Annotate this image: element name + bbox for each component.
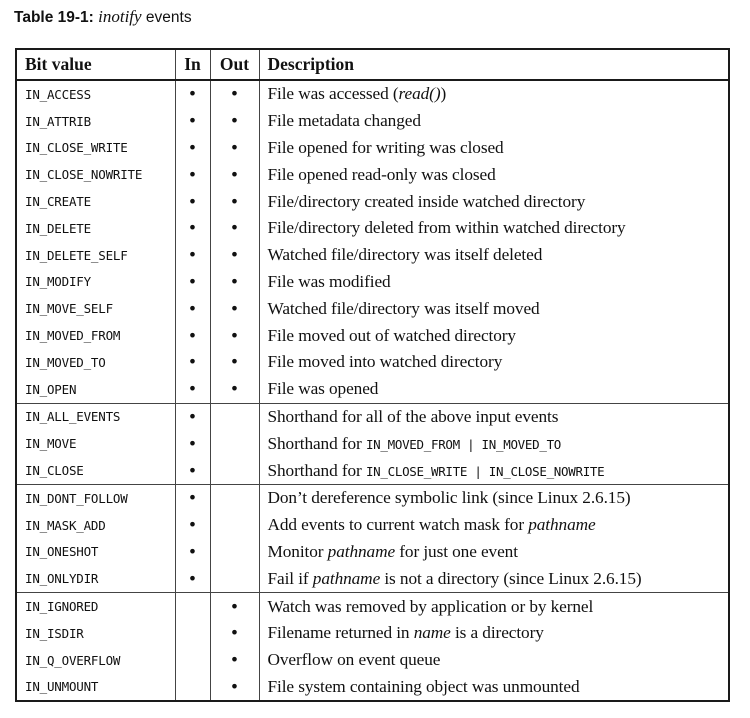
out-mark-cell xyxy=(210,108,259,135)
description-cell xyxy=(259,161,729,188)
table-row xyxy=(16,376,729,403)
description-italic: pathname xyxy=(327,541,396,561)
description-text: Add events to current watch mask for xyxy=(267,515,529,535)
header-in: In xyxy=(175,49,210,80)
description-text: for just one event xyxy=(395,541,518,561)
description-text: ) xyxy=(440,84,447,104)
bullet-mark: • xyxy=(229,379,240,399)
table-row xyxy=(16,593,729,620)
bit-value-cell: IN_MASK_ADD xyxy=(16,512,175,539)
description-text: Don’t dereference symbolic link (since Linux 2.6.15) xyxy=(267,488,631,508)
bit-value-cell: IN_DELETE_SELF xyxy=(16,242,175,269)
header-out: Out xyxy=(210,49,259,80)
bit-value-cell: IN_CLOSE_NOWRITE xyxy=(16,161,175,188)
description-cell xyxy=(259,135,729,162)
bullet-mark: • xyxy=(187,191,198,211)
bullet-mark: • xyxy=(187,218,198,238)
bullet-mark: • xyxy=(187,488,198,508)
table-row xyxy=(16,403,729,430)
description-cell xyxy=(259,512,729,539)
description-italic: name xyxy=(413,623,451,643)
caption-italic: inotify xyxy=(98,7,142,26)
description-text: is a directory xyxy=(450,623,544,643)
caption-rest: events xyxy=(141,9,192,26)
out-mark-cell xyxy=(210,539,259,566)
out-mark-cell xyxy=(210,188,259,215)
description-text: File was opened xyxy=(267,379,379,399)
description-cell xyxy=(259,242,729,269)
bullet-mark: • xyxy=(229,676,240,696)
description-cell xyxy=(259,565,729,592)
bullet-mark: • xyxy=(187,460,198,480)
description-text: Shorthand for all of the above input events xyxy=(267,406,559,426)
description-text: File moved into watched directory xyxy=(267,352,503,372)
bullet-mark: • xyxy=(187,137,198,157)
description-cell xyxy=(259,430,729,457)
bit-value-cell: IN_DONT_FOLLOW xyxy=(16,484,175,511)
bullet-mark: • xyxy=(187,298,198,318)
bit-value-cell: IN_CLOSE xyxy=(16,457,175,484)
out-mark-cell xyxy=(210,135,259,162)
bullet-mark: • xyxy=(229,84,240,104)
out-mark-cell xyxy=(210,322,259,349)
description-cell xyxy=(259,80,729,108)
bit-value-cell: IN_ONESHOT xyxy=(16,539,175,566)
header-description: Description xyxy=(259,49,729,80)
description-text: Shorthand for xyxy=(267,460,366,480)
in-mark-cell xyxy=(175,647,210,674)
bullet-mark: • xyxy=(229,298,240,318)
bit-value-cell: IN_MOVE xyxy=(16,430,175,457)
in-mark-cell xyxy=(175,215,210,242)
bullet-mark: • xyxy=(229,623,240,643)
table-row xyxy=(16,457,729,484)
out-mark-cell xyxy=(210,242,259,269)
table-row xyxy=(16,135,729,162)
table-row xyxy=(16,108,729,135)
description-text: Watch was removed by application or by kernel xyxy=(267,596,594,616)
description-text: File/directory deleted from within watched directory xyxy=(267,218,626,238)
table-row xyxy=(16,565,729,592)
in-mark-cell xyxy=(175,322,210,349)
table-row xyxy=(16,512,729,539)
description-text: Filename returned in xyxy=(267,623,414,643)
out-mark-cell xyxy=(210,565,259,592)
table-row xyxy=(16,647,729,674)
description-italic: pathname xyxy=(528,515,596,535)
out-mark-cell xyxy=(210,215,259,242)
bit-value-cell: IN_CREATE xyxy=(16,188,175,215)
description-text: File/directory created inside watched directory xyxy=(267,191,586,211)
bit-value-cell: IN_CLOSE_WRITE xyxy=(16,135,175,162)
table-row xyxy=(16,80,729,108)
description-cell xyxy=(259,539,729,566)
description-text: Overflow on event queue xyxy=(267,650,441,670)
in-mark-cell xyxy=(175,135,210,162)
description-cell xyxy=(259,457,729,484)
bit-value-cell: IN_MOVED_TO xyxy=(16,349,175,376)
bit-value-cell: IN_MOVE_SELF xyxy=(16,295,175,322)
header-row xyxy=(16,49,729,80)
bullet-mark: • xyxy=(187,111,198,131)
bullet-mark: • xyxy=(229,137,240,157)
in-mark-cell xyxy=(175,674,210,702)
bullet-mark: • xyxy=(229,218,240,238)
bullet-mark: • xyxy=(229,245,240,265)
in-mark-cell xyxy=(175,376,210,403)
out-mark-cell xyxy=(210,457,259,484)
table-row xyxy=(16,295,729,322)
out-mark-cell xyxy=(210,80,259,108)
table-row xyxy=(16,161,729,188)
table-row xyxy=(16,539,729,566)
bullet-mark: • xyxy=(229,650,240,670)
in-mark-cell xyxy=(175,565,210,592)
out-mark-cell xyxy=(210,403,259,430)
in-mark-cell xyxy=(175,593,210,620)
bullet-mark: • xyxy=(229,325,240,345)
description-cell xyxy=(259,674,729,702)
description-cell xyxy=(259,295,729,322)
bullet-mark: • xyxy=(187,352,198,372)
out-mark-cell xyxy=(210,484,259,511)
table-row xyxy=(16,269,729,296)
bullet-mark: • xyxy=(187,325,198,345)
in-mark-cell xyxy=(175,457,210,484)
description-cell xyxy=(259,215,729,242)
description-text: File metadata changed xyxy=(267,111,421,131)
description-text: File moved out of watched directory xyxy=(267,325,516,345)
description-text: File system containing object was unmounted xyxy=(267,676,580,696)
inotify-events-table xyxy=(15,48,730,702)
in-mark-cell xyxy=(175,512,210,539)
description-cell xyxy=(259,593,729,620)
in-mark-cell xyxy=(175,430,210,457)
table-row xyxy=(16,322,729,349)
description-text: Watched file/directory was itself moved xyxy=(267,298,540,318)
header-bit-value: Bit value xyxy=(16,49,175,80)
description-text: File was modified xyxy=(267,271,391,291)
bullet-mark: • xyxy=(187,245,198,265)
table-row xyxy=(16,188,729,215)
table-row xyxy=(16,215,729,242)
description-cell xyxy=(259,188,729,215)
bullet-mark: • xyxy=(229,111,240,131)
bit-value-cell: IN_OPEN xyxy=(16,376,175,403)
in-mark-cell xyxy=(175,161,210,188)
bullet-mark: • xyxy=(187,515,198,535)
description-cell xyxy=(259,322,729,349)
out-mark-cell xyxy=(210,161,259,188)
bit-value-cell: IN_UNMOUNT xyxy=(16,674,175,702)
bullet-mark: • xyxy=(187,164,198,184)
bullet-mark: • xyxy=(229,596,240,616)
table-row xyxy=(16,674,729,702)
table-body xyxy=(16,80,729,701)
in-mark-cell xyxy=(175,188,210,215)
out-mark-cell xyxy=(210,620,259,647)
bullet-mark: • xyxy=(229,271,240,291)
bullet-mark: • xyxy=(187,541,198,561)
description-text: File was accessed ( xyxy=(267,84,399,104)
in-mark-cell xyxy=(175,403,210,430)
in-mark-cell xyxy=(175,539,210,566)
out-mark-cell xyxy=(210,349,259,376)
description-cell xyxy=(259,484,729,511)
bit-value-cell: IN_DELETE xyxy=(16,215,175,242)
bullet-mark: • xyxy=(187,433,198,453)
bullet-mark: • xyxy=(187,271,198,291)
description-text: is not a directory (since Linux 2.6.15) xyxy=(380,568,642,588)
bullet-mark: • xyxy=(187,379,198,399)
in-mark-cell xyxy=(175,349,210,376)
description-code: IN_CLOSE_WRITE | IN_CLOSE_NOWRITE xyxy=(365,463,605,479)
bit-value-cell: IN_MOVED_FROM xyxy=(16,322,175,349)
description-code: IN_MOVED_FROM | IN_MOVED_TO xyxy=(365,436,562,452)
table-caption xyxy=(14,6,192,29)
description-cell xyxy=(259,376,729,403)
bullet-mark: • xyxy=(187,406,198,426)
out-mark-cell xyxy=(210,376,259,403)
table-row xyxy=(16,242,729,269)
out-mark-cell xyxy=(210,593,259,620)
table-row xyxy=(16,620,729,647)
bullet-mark: • xyxy=(187,568,198,588)
description-cell xyxy=(259,349,729,376)
bit-value-cell: IN_MODIFY xyxy=(16,269,175,296)
description-cell xyxy=(259,108,729,135)
bullet-mark: • xyxy=(229,191,240,211)
description-cell xyxy=(259,647,729,674)
description-cell xyxy=(259,269,729,296)
out-mark-cell xyxy=(210,295,259,322)
bit-value-cell: IN_ACCESS xyxy=(16,80,175,108)
bullet-mark: • xyxy=(229,164,240,184)
in-mark-cell xyxy=(175,295,210,322)
caption-label: Table 19-1: xyxy=(14,9,94,26)
in-mark-cell xyxy=(175,269,210,296)
out-mark-cell xyxy=(210,430,259,457)
bit-value-cell: IN_ISDIR xyxy=(16,620,175,647)
in-mark-cell xyxy=(175,484,210,511)
in-mark-cell xyxy=(175,108,210,135)
bullet-mark: • xyxy=(229,352,240,372)
bullet-mark: • xyxy=(187,84,198,104)
description-cell xyxy=(259,403,729,430)
description-italic: pathname xyxy=(312,568,381,588)
description-text: Shorthand for xyxy=(267,433,366,453)
table-row xyxy=(16,430,729,457)
in-mark-cell xyxy=(175,242,210,269)
table-row xyxy=(16,484,729,511)
bit-value-cell: IN_ONLYDIR xyxy=(16,565,175,592)
description-cell xyxy=(259,620,729,647)
out-mark-cell xyxy=(210,674,259,702)
bit-value-cell: IN_Q_OVERFLOW xyxy=(16,647,175,674)
description-text: Fail if xyxy=(267,568,313,588)
description-text: File opened for writing was closed xyxy=(267,137,504,157)
description-italic: read() xyxy=(398,84,441,104)
out-mark-cell xyxy=(210,269,259,296)
description-text: Watched file/directory was itself deleted xyxy=(267,245,543,265)
out-mark-cell xyxy=(210,647,259,674)
in-mark-cell xyxy=(175,80,210,108)
bit-value-cell: IN_IGNORED xyxy=(16,593,175,620)
table-row xyxy=(16,349,729,376)
description-text: File opened read-only was closed xyxy=(267,164,496,184)
in-mark-cell xyxy=(175,620,210,647)
bit-value-cell: IN_ATTRIB xyxy=(16,108,175,135)
bit-value-cell: IN_ALL_EVENTS xyxy=(16,403,175,430)
out-mark-cell xyxy=(210,512,259,539)
description-text: Monitor xyxy=(267,541,328,561)
